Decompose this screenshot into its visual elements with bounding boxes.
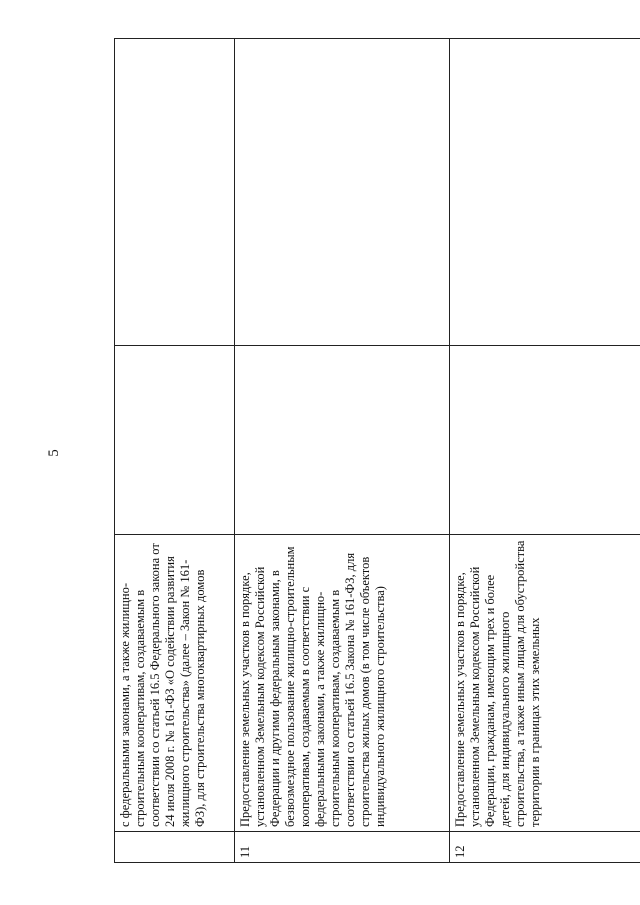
table-row: [450, 39, 640, 863]
row-description: [235, 535, 450, 832]
row-number: 11: [235, 832, 450, 863]
row-description-text: с федеральными законами, а также жилищно-строительным кооперативам, создаваемым в соответствии со статьей 16.5 Федерального закона от 24 июля 2008 г. № 161-ФЗ «О содействии развития жилищного строительства» (далее – Закон № 161-ФЗ), для строительства многоквартирных домов: [118, 543, 207, 827]
row-column-4: [235, 39, 450, 346]
row-description-text: Предоставление земельных участков в порядке, установленном Земельным кодексом Российской Федерации, гражданам, имеющим трех и более детей, для индивидуального жилищного строительства, а также иным лицам для обустройства территории в границах этих земельных: [453, 540, 542, 827]
row-number: [115, 832, 235, 863]
row-description: [450, 535, 640, 832]
document-table: [114, 38, 640, 863]
row-column-3: [115, 346, 235, 535]
page-number: 5: [46, 449, 62, 457]
table-row: [115, 39, 235, 863]
row-description: [115, 535, 235, 832]
row-number: 12: [450, 832, 640, 863]
row-column-4: [450, 39, 640, 346]
row-column-3: [450, 346, 640, 535]
document-table-rotated: [114, 38, 640, 863]
row-column-4: [115, 39, 235, 346]
row-description-text: Предоставление земельных участков в порядке, установленном Земельным кодексом Российской Федерации и другими федеральным законами, в безвозмездное пользование жилищно-строительным кооперативам, создаваемым в соответствии с федеральными законами, а также жилищно-строительным кооперативам, создаваемым в соответствии со статьей 16.5 Закона № 161-ФЗ, для строительства жилых домов (в том числе объектов индивидуального жилищного строительства): [238, 546, 387, 827]
row-column-3: [235, 346, 450, 535]
table-row: [235, 39, 450, 863]
